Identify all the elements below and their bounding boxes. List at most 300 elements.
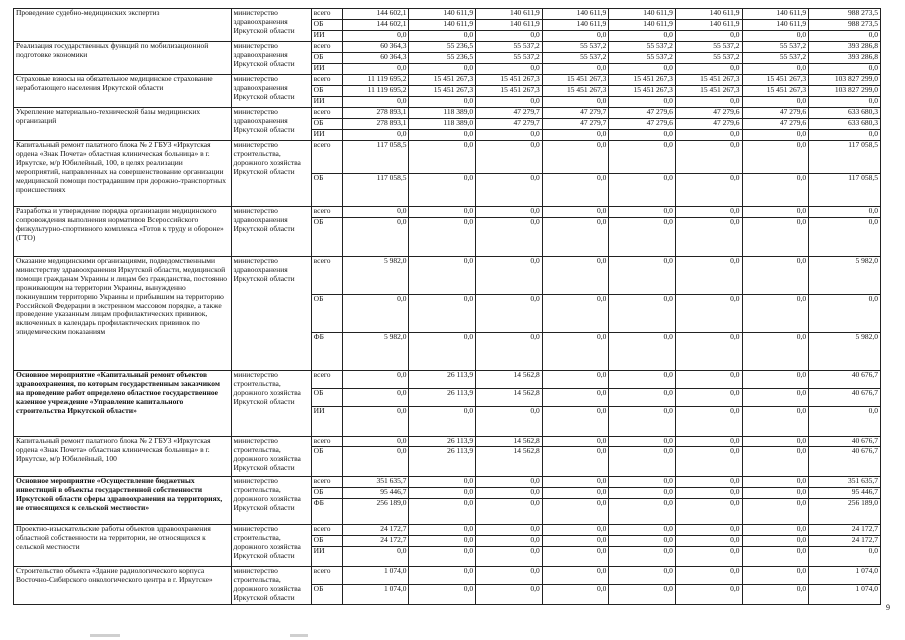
year-value-cell: 55 537,2	[742, 42, 809, 53]
total-cell: 0,0	[809, 64, 881, 75]
year-value-cell: 0,0	[742, 333, 809, 371]
event-name-cell: Проведение судебно-медицинских экспертиз	[14, 9, 232, 42]
executor-cell: министерство здравоохранения Иркутской области	[231, 9, 311, 42]
executor-cell: министерство строительства, дорожного хозяйства Иркутской области	[231, 437, 311, 477]
year-value-cell: 55 537,2	[742, 53, 809, 64]
year-value-cell: 15 451 267,3	[675, 75, 742, 86]
year-value-cell: 47 279,7	[476, 108, 543, 119]
table-body	[14, 9, 881, 605]
funding-source-cell: ОБ	[311, 53, 342, 64]
funding-source-cell: ОБ	[311, 174, 342, 207]
funding-source-cell: ИИ	[311, 64, 342, 75]
year-value-cell: 0,0	[342, 389, 409, 407]
funding-source-cell: ИИ	[311, 130, 342, 141]
year-value-cell: 0,0	[542, 499, 609, 525]
year-value-cell: 0,0	[342, 64, 409, 75]
funding-source-cell: ИИ	[311, 31, 342, 42]
year-value-cell: 0,0	[742, 257, 809, 295]
funding-source-cell: всего	[311, 437, 342, 447]
year-value-cell: 140 611,9	[409, 20, 476, 31]
year-value-cell: 0,0	[542, 477, 609, 488]
executor-cell: министерство строительства, дорожного хозяйства Иркутской области	[231, 525, 311, 567]
total-cell: 1 074,0	[809, 567, 881, 585]
year-value-cell: 11 119 695,2	[342, 75, 409, 86]
year-value-cell: 351 635,7	[342, 477, 409, 488]
table-row	[14, 437, 881, 447]
year-value-cell: 0,0	[675, 525, 742, 536]
year-value-cell: 55 537,2	[542, 53, 609, 64]
total-cell: 393 286,8	[809, 53, 881, 64]
year-value-cell: 47 279,7	[542, 108, 609, 119]
year-value-cell: 0,0	[409, 207, 476, 218]
year-value-cell: 0,0	[742, 97, 809, 108]
total-cell: 0,0	[809, 218, 881, 257]
year-value-cell: 15 451 267,3	[542, 75, 609, 86]
funding-source-cell: всего	[311, 525, 342, 536]
year-value-cell: 14 562,8	[476, 371, 543, 389]
year-value-cell: 0,0	[742, 536, 809, 547]
year-value-cell: 140 611,9	[542, 9, 609, 20]
executor-cell: министерство строительства, дорожного хозяйства Иркутской области	[231, 141, 311, 207]
year-value-cell: 0,0	[675, 488, 742, 499]
event-name-cell: Разработка и утверждение порядка организации медицинского сопровождения выполнения нормативов Всероссийского физкультурно-спортивного комплекса «Готов к труду и обороне» (ГТО)	[14, 207, 232, 257]
year-value-cell: 0,0	[609, 207, 676, 218]
year-value-cell: 55 537,2	[675, 53, 742, 64]
year-value-cell: 95 446,7	[342, 488, 409, 499]
executor-cell: министерство здравоохранения Иркутской области	[231, 108, 311, 141]
year-value-cell: 0,0	[342, 547, 409, 567]
year-value-cell: 0,0	[409, 407, 476, 437]
year-value-cell: 278 893,1	[342, 108, 409, 119]
year-value-cell: 11 119 695,2	[342, 86, 409, 97]
year-value-cell: 47 279,6	[675, 108, 742, 119]
year-value-cell: 0,0	[409, 218, 476, 257]
year-value-cell: 118 389,0	[409, 108, 476, 119]
year-value-cell: 0,0	[675, 437, 742, 447]
year-value-cell: 0,0	[742, 477, 809, 488]
year-value-cell: 15 451 267,3	[409, 75, 476, 86]
year-value-cell: 0,0	[742, 437, 809, 447]
year-value-cell: 144 602,1	[342, 20, 409, 31]
funding-source-cell: ОБ	[311, 585, 342, 605]
year-value-cell: 0,0	[542, 536, 609, 547]
year-value-cell: 0,0	[675, 547, 742, 567]
year-value-cell: 0,0	[609, 97, 676, 108]
year-value-cell: 0,0	[542, 488, 609, 499]
total-cell: 40 676,7	[809, 447, 881, 477]
year-value-cell: 0,0	[742, 141, 809, 174]
year-value-cell: 0,0	[675, 407, 742, 437]
year-value-cell: 118 389,0	[409, 119, 476, 130]
year-value-cell: 5 982,0	[342, 333, 409, 371]
year-value-cell: 0,0	[342, 371, 409, 389]
year-value-cell: 0,0	[675, 371, 742, 389]
year-value-cell: 0,0	[542, 447, 609, 477]
year-value-cell: 0,0	[409, 257, 476, 295]
year-value-cell: 0,0	[609, 130, 676, 141]
year-value-cell: 0,0	[409, 295, 476, 333]
year-value-cell: 55 537,2	[542, 42, 609, 53]
year-value-cell: 0,0	[609, 567, 676, 585]
year-value-cell: 0,0	[409, 174, 476, 207]
year-value-cell: 117 058,5	[342, 174, 409, 207]
executor-cell: министерство строительства, дорожного хозяйства Иркутской области	[231, 567, 311, 605]
year-value-cell: 0,0	[476, 477, 543, 488]
year-value-cell: 140 611,9	[476, 20, 543, 31]
year-value-cell: 0,0	[609, 31, 676, 42]
page-number: 9	[886, 603, 890, 612]
table-row	[14, 207, 881, 218]
funding-source-cell: всего	[311, 108, 342, 119]
year-value-cell: 0,0	[409, 64, 476, 75]
executor-cell: министерство строительства, дорожного хозяйства Иркутской области	[231, 371, 311, 437]
year-value-cell: 0,0	[675, 257, 742, 295]
year-value-cell: 140 611,9	[609, 9, 676, 20]
year-value-cell: 140 611,9	[476, 9, 543, 20]
year-value-cell: 0,0	[675, 447, 742, 477]
total-cell: 256 189,0	[809, 499, 881, 525]
year-value-cell: 0,0	[542, 371, 609, 389]
year-value-cell: 278 893,1	[342, 119, 409, 130]
year-value-cell: 0,0	[742, 567, 809, 585]
total-cell: 24 172,7	[809, 536, 881, 547]
funding-source-cell: ОБ	[311, 86, 342, 97]
year-value-cell: 0,0	[542, 437, 609, 447]
year-value-cell: 0,0	[542, 389, 609, 407]
total-cell: 103 827 299,0	[809, 86, 881, 97]
funding-source-cell: всего	[311, 371, 342, 389]
year-value-cell: 0,0	[476, 130, 543, 141]
year-value-cell: 0,0	[609, 547, 676, 567]
year-value-cell: 55 537,2	[609, 42, 676, 53]
year-value-cell: 47 279,6	[609, 108, 676, 119]
year-value-cell: 140 611,9	[742, 20, 809, 31]
funding-source-cell: всего	[311, 567, 342, 585]
year-value-cell: 15 451 267,3	[609, 75, 676, 86]
year-value-cell: 0,0	[742, 389, 809, 407]
year-value-cell: 140 611,9	[675, 9, 742, 20]
event-name-cell: Основное мероприятие «Осуществление бюджетных инвестиций в объекты государственной собственности Иркутской области сферы здравоохранения на территориях, не относящихся к сельской местности»	[14, 477, 232, 525]
year-value-cell: 0,0	[409, 333, 476, 371]
total-cell: 0,0	[809, 407, 881, 437]
event-name-cell: Укрепление материально-технической базы медицинских организаций	[14, 108, 232, 141]
year-value-cell: 0,0	[542, 130, 609, 141]
year-value-cell: 0,0	[675, 477, 742, 488]
funding-source-cell: всего	[311, 42, 342, 53]
year-value-cell: 15 451 267,3	[409, 86, 476, 97]
total-cell: 117 058,5	[809, 141, 881, 174]
year-value-cell: 0,0	[675, 585, 742, 605]
year-value-cell: 0,0	[542, 525, 609, 536]
total-cell: 633 680,3	[809, 119, 881, 130]
event-name-cell: Основное мероприятие «Капитальный ремонт объектов здравоохранения, по которым государственным заказчиком на проведение работ определено областное государственное казенное учреждение «Управление капитального строительства Иркутской области»	[14, 371, 232, 437]
year-value-cell: 117 058,5	[342, 141, 409, 174]
year-value-cell: 0,0	[409, 141, 476, 174]
year-value-cell: 0,0	[542, 333, 609, 371]
year-value-cell: 0,0	[476, 174, 543, 207]
year-value-cell: 47 279,6	[675, 119, 742, 130]
year-value-cell: 0,0	[409, 488, 476, 499]
year-value-cell: 140 611,9	[409, 9, 476, 20]
table-row	[14, 75, 881, 86]
year-value-cell: 0,0	[342, 218, 409, 257]
total-cell: 0,0	[809, 547, 881, 567]
year-value-cell: 0,0	[476, 547, 543, 567]
executor-cell: министерство здравоохранения Иркутской области	[231, 207, 311, 257]
year-value-cell: 5 982,0	[342, 257, 409, 295]
year-value-cell: 0,0	[342, 130, 409, 141]
year-value-cell: 0,0	[609, 389, 676, 407]
year-value-cell: 60 364,3	[342, 53, 409, 64]
year-value-cell: 26 113,9	[409, 437, 476, 447]
year-value-cell: 0,0	[409, 477, 476, 488]
year-value-cell: 0,0	[675, 389, 742, 407]
table-row	[14, 9, 881, 20]
scan-edge	[0, 632, 905, 640]
year-value-cell: 14 562,8	[476, 389, 543, 407]
year-value-cell: 0,0	[609, 407, 676, 437]
funding-source-cell: ИИ	[311, 407, 342, 437]
funding-source-cell: ФБ	[311, 333, 342, 371]
year-value-cell: 0,0	[609, 525, 676, 536]
year-value-cell: 0,0	[675, 295, 742, 333]
total-cell: 5 982,0	[809, 257, 881, 295]
year-value-cell: 0,0	[476, 407, 543, 437]
year-value-cell: 0,0	[675, 536, 742, 547]
year-value-cell: 0,0	[409, 536, 476, 547]
year-value-cell: 0,0	[609, 488, 676, 499]
year-value-cell: 0,0	[342, 437, 409, 447]
total-cell: 40 676,7	[809, 371, 881, 389]
year-value-cell: 0,0	[675, 207, 742, 218]
year-value-cell: 15 451 267,3	[476, 86, 543, 97]
year-value-cell: 24 172,7	[342, 536, 409, 547]
funding-source-cell: ОБ	[311, 119, 342, 130]
funding-source-cell: ОБ	[311, 218, 342, 257]
year-value-cell: 0,0	[542, 567, 609, 585]
event-name-cell: Строительство объекта «Здание радиологического корпуса Восточно-Сибирского онкологического центра в г. Иркутске»	[14, 567, 232, 605]
event-name-cell: Оказание медицинскими организациями, подведомственными министерству здравоохранения Иркутской области, медицинской помощи гражданам Украины и лицам без гражданства, постоянно проживающим на территории Украины, вынужденно покинувшим территорию Украины и прибывшим на территорию Российской Федерации в экстренном массовом порядке, а также проведение указанным лицам профилактических прививок, включенных в календарь профилактических прививок по эпидемическим показаниям	[14, 257, 232, 371]
year-value-cell: 0,0	[542, 218, 609, 257]
total-cell: 1 074,0	[809, 585, 881, 605]
year-value-cell: 47 279,6	[742, 119, 809, 130]
year-value-cell: 0,0	[675, 64, 742, 75]
year-value-cell: 0,0	[476, 64, 543, 75]
funding-source-cell: ОБ	[311, 389, 342, 407]
year-value-cell: 0,0	[742, 174, 809, 207]
year-value-cell: 140 611,9	[609, 20, 676, 31]
year-value-cell: 0,0	[675, 333, 742, 371]
year-value-cell: 0,0	[609, 536, 676, 547]
funding-source-cell: всего	[311, 207, 342, 218]
year-value-cell: 0,0	[409, 547, 476, 567]
year-value-cell: 47 279,6	[742, 108, 809, 119]
funding-source-cell: всего	[311, 477, 342, 488]
funding-source-cell: ОБ	[311, 20, 342, 31]
total-cell: 393 286,8	[809, 42, 881, 53]
year-value-cell: 55 537,2	[675, 42, 742, 53]
funding-source-cell: всего	[311, 141, 342, 174]
year-value-cell: 0,0	[342, 447, 409, 477]
year-value-cell: 0,0	[476, 585, 543, 605]
total-cell: 40 676,7	[809, 389, 881, 407]
year-value-cell: 0,0	[342, 97, 409, 108]
year-value-cell: 0,0	[742, 488, 809, 499]
funding-source-cell: ИИ	[311, 97, 342, 108]
funding-source-cell: ОБ	[311, 447, 342, 477]
year-value-cell: 0,0	[542, 97, 609, 108]
year-value-cell: 0,0	[675, 218, 742, 257]
year-value-cell: 15 451 267,3	[742, 75, 809, 86]
total-cell: 0,0	[809, 207, 881, 218]
table-row	[14, 525, 881, 536]
year-value-cell: 0,0	[675, 141, 742, 174]
executor-cell: министерство здравоохранения Иркутской области	[231, 257, 311, 371]
year-value-cell: 0,0	[609, 64, 676, 75]
year-value-cell: 0,0	[542, 547, 609, 567]
year-value-cell: 140 611,9	[675, 20, 742, 31]
year-value-cell: 0,0	[342, 207, 409, 218]
year-value-cell: 0,0	[409, 130, 476, 141]
year-value-cell: 140 611,9	[742, 9, 809, 20]
year-value-cell: 15 451 267,3	[542, 86, 609, 97]
year-value-cell: 0,0	[542, 207, 609, 218]
event-name-cell: Проектно-изыскательские работы объектов здравоохранения областной собственности на территории, не относящихся к сельской местности	[14, 525, 232, 567]
year-value-cell: 0,0	[476, 97, 543, 108]
table-row	[14, 42, 881, 53]
year-value-cell: 256 189,0	[342, 499, 409, 525]
year-value-cell: 0,0	[675, 499, 742, 525]
year-value-cell: 0,0	[542, 407, 609, 437]
total-cell: 117 058,5	[809, 174, 881, 207]
year-value-cell: 0,0	[476, 333, 543, 371]
year-value-cell: 0,0	[742, 547, 809, 567]
year-value-cell: 0,0	[742, 499, 809, 525]
year-value-cell: 0,0	[409, 525, 476, 536]
year-value-cell: 0,0	[742, 407, 809, 437]
year-value-cell: 0,0	[609, 295, 676, 333]
total-cell: 103 827 299,0	[809, 75, 881, 86]
executor-cell: министерство строительства, дорожного хозяйства Иркутской области	[231, 477, 311, 525]
year-value-cell: 0,0	[742, 371, 809, 389]
year-value-cell: 0,0	[675, 31, 742, 42]
table-row	[14, 141, 881, 174]
year-value-cell: 55 236,5	[409, 53, 476, 64]
year-value-cell: 55 236,5	[409, 42, 476, 53]
funding-source-cell: ИИ	[311, 547, 342, 567]
year-value-cell: 0,0	[409, 97, 476, 108]
year-value-cell: 0,0	[609, 371, 676, 389]
year-value-cell: 0,0	[542, 174, 609, 207]
total-cell: 988 273,5	[809, 20, 881, 31]
budget-table	[13, 8, 881, 605]
year-value-cell: 0,0	[742, 218, 809, 257]
year-value-cell: 0,0	[742, 207, 809, 218]
year-value-cell: 0,0	[609, 257, 676, 295]
year-value-cell: 0,0	[609, 585, 676, 605]
year-value-cell: 15 451 267,3	[476, 75, 543, 86]
table-row	[14, 477, 881, 488]
total-cell: 95 446,7	[809, 488, 881, 499]
year-value-cell: 0,0	[476, 536, 543, 547]
funding-source-cell: всего	[311, 257, 342, 295]
year-value-cell: 26 113,9	[409, 389, 476, 407]
year-value-cell: 15 451 267,3	[609, 86, 676, 97]
event-name-cell: Капитальный ремонт палатного блока № 2 ГБУЗ «Иркутская ордена «Знак Почета» областная клиническая больница» в г. Иркутске, м/р Юбилейный, 100	[14, 437, 232, 477]
year-value-cell: 47 279,7	[476, 119, 543, 130]
year-value-cell: 0,0	[742, 447, 809, 477]
year-value-cell: 0,0	[342, 31, 409, 42]
year-value-cell: 26 113,9	[409, 447, 476, 477]
year-value-cell: 0,0	[409, 31, 476, 42]
total-cell: 5 982,0	[809, 333, 881, 371]
year-value-cell: 0,0	[409, 499, 476, 525]
total-cell: 40 676,7	[809, 437, 881, 447]
year-value-cell: 14 562,8	[476, 437, 543, 447]
year-value-cell: 0,0	[542, 585, 609, 605]
year-value-cell: 0,0	[742, 525, 809, 536]
year-value-cell: 0,0	[476, 295, 543, 333]
executor-cell: министерство здравоохранения Иркутской области	[231, 75, 311, 108]
total-cell: 351 635,7	[809, 477, 881, 488]
event-name-cell: Реализация государственных функций по мобилизационной подготовке экономики	[14, 42, 232, 75]
year-value-cell: 0,0	[542, 295, 609, 333]
year-value-cell: 0,0	[609, 174, 676, 207]
total-cell: 0,0	[809, 31, 881, 42]
year-value-cell: 24 172,7	[342, 525, 409, 536]
year-value-cell: 47 279,7	[542, 119, 609, 130]
year-value-cell: 0,0	[342, 295, 409, 333]
funding-source-cell: ФБ	[311, 499, 342, 525]
year-value-cell: 0,0	[609, 499, 676, 525]
table-row	[14, 371, 881, 389]
year-value-cell: 0,0	[742, 295, 809, 333]
year-value-cell: 0,0	[542, 141, 609, 174]
funding-source-cell: ОБ	[311, 295, 342, 333]
year-value-cell: 0,0	[542, 257, 609, 295]
year-value-cell: 0,0	[542, 31, 609, 42]
year-value-cell: 14 562,8	[476, 447, 543, 477]
funding-source-cell: всего	[311, 9, 342, 20]
year-value-cell: 15 451 267,3	[675, 86, 742, 97]
total-cell: 988 273,5	[809, 9, 881, 20]
year-value-cell: 0,0	[476, 567, 543, 585]
year-value-cell: 0,0	[476, 525, 543, 536]
year-value-cell: 55 537,2	[476, 42, 543, 53]
year-value-cell: 26 113,9	[409, 371, 476, 389]
year-value-cell: 0,0	[742, 31, 809, 42]
executor-cell: министерство здравоохранения Иркутской области	[231, 42, 311, 75]
year-value-cell: 0,0	[409, 567, 476, 585]
year-value-cell: 0,0	[609, 447, 676, 477]
year-value-cell: 140 611,9	[542, 20, 609, 31]
year-value-cell: 47 279,6	[609, 119, 676, 130]
year-value-cell: 0,0	[542, 64, 609, 75]
funding-source-cell: всего	[311, 75, 342, 86]
year-value-cell: 0,0	[675, 567, 742, 585]
total-cell: 24 172,7	[809, 525, 881, 536]
year-value-cell: 0,0	[609, 141, 676, 174]
year-value-cell: 0,0	[609, 218, 676, 257]
year-value-cell: 0,0	[409, 585, 476, 605]
total-cell: 0,0	[809, 295, 881, 333]
funding-source-cell: ОБ	[311, 488, 342, 499]
year-value-cell: 0,0	[675, 174, 742, 207]
year-value-cell: 0,0	[675, 97, 742, 108]
year-value-cell: 0,0	[342, 407, 409, 437]
year-value-cell: 60 364,3	[342, 42, 409, 53]
table-row	[14, 108, 881, 119]
